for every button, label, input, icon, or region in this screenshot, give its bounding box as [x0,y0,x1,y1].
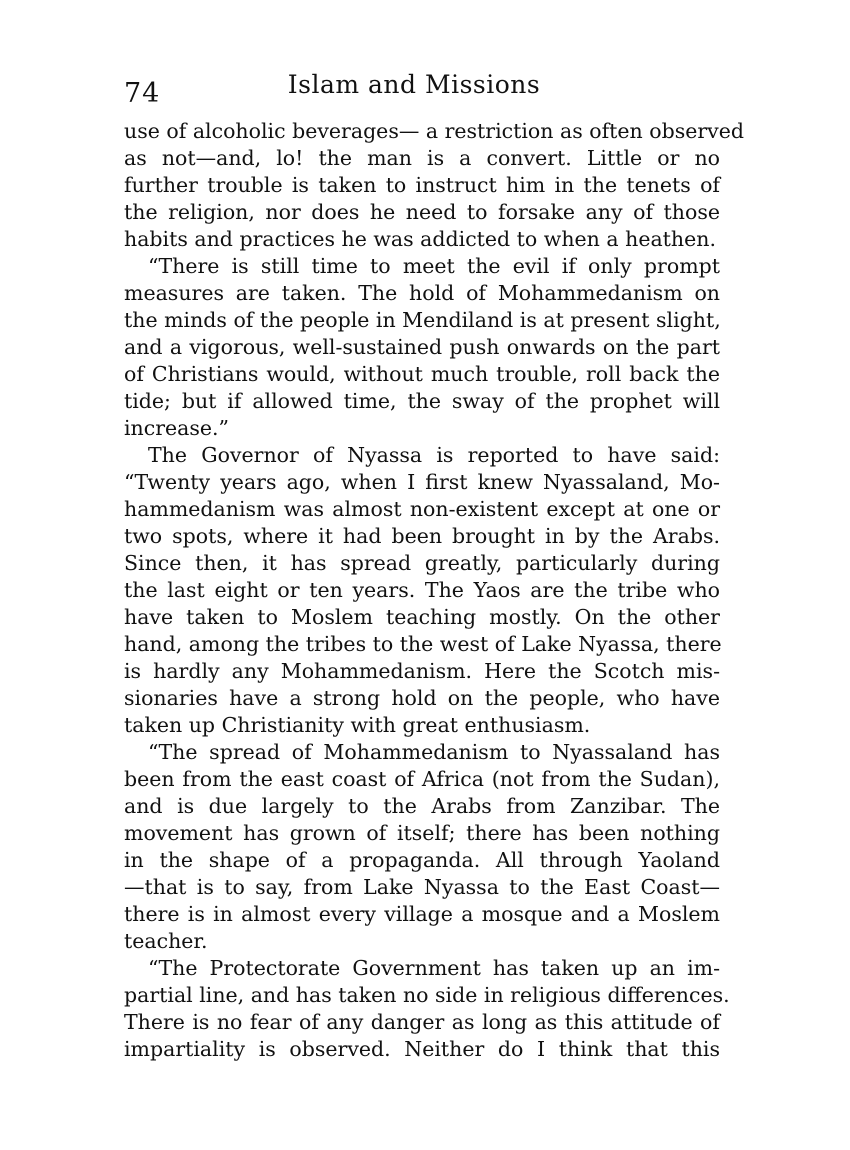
text-line: hand, among the tribes to the west of Lake Nyassa, there [124,632,722,656]
text-line: There is no fear of any danger as long as this attitude of [124,1010,720,1034]
text-line: of Christians would, without much trouble, roll back the [124,362,720,386]
text-line: the last eight or ten years. The Yaos are the tribe who [124,578,720,602]
text-line: as not—and, lo! the man is a convert. Little or no [124,146,720,170]
text-line: “Twenty years ago, when I first knew Nyassaland, Mo- [124,470,720,494]
text-line: tide; but if allowed time, the sway of the prophet will [124,389,720,413]
text-line: sionaries have a strong hold on the people, who have [124,686,720,710]
text-line: is hardly any Mohammedanism. Here the Scotch mis- [124,659,720,683]
text-line: The Governor of Nyassa is reported to have said: [148,443,720,467]
text-line: movement has grown of itself; there has been nothing [124,821,720,845]
body-text [124,118,745,1063]
text-line: partial line, and has taken no side in religious differences. [124,983,730,1007]
text-line: “There is still time to meet the evil if only prompt [148,254,720,278]
text-line: and is due largely to the Arabs from Zanzibar. The [124,794,720,818]
text-line: measures are taken. The hold of Mohammedanism on [124,281,720,305]
page-number: 74 [124,78,161,109]
text-line: the minds of the people in Mendiland is at present slight, [124,308,721,332]
text-line: use of alcoholic beverages— a restriction as often observed [124,119,745,143]
text-line: have taken to Moslem teaching mostly. On the other [124,605,720,629]
text-line: “The spread of Mohammedanism to Nyassaland has [148,740,720,764]
text-line: increase.” [124,416,230,440]
text-line: Since then, it has spread greatly, particularly during [124,551,720,575]
text-line: habits and practices he was addicted to when a heathen. [124,227,716,251]
text-line: in the shape of a propaganda. All through Yaoland [124,848,720,872]
text-line: and a vigorous, well-sustained push onwards on the part [124,335,720,359]
text-line: “The Protectorate Government has taken up an im- [148,956,720,980]
running-title: Islam and Missions [287,70,541,99]
text-line: two spots, where it had been brought in by the Arabs. [124,524,720,548]
text-line: —that is to say, from Lake Nyassa to the East Coast— [124,875,720,899]
text-line: hammedanism was almost non-existent except at one or [124,497,720,521]
text-line: taken up Christianity with great enthusiasm. [124,713,591,737]
page-header [124,68,720,108]
text-line: further trouble is taken to instruct him in the tenets of [124,173,720,197]
text-line: been from the east coast of Africa (not from the Sudan), [124,767,720,791]
text-line: impartiality is observed. Neither do I think that this [124,1037,720,1061]
text-line: there is in almost every village a mosque and a Moslem [124,902,720,926]
text-line: the religion, nor does he need to forsake any of those [124,200,720,224]
text-line: teacher. [124,929,208,953]
